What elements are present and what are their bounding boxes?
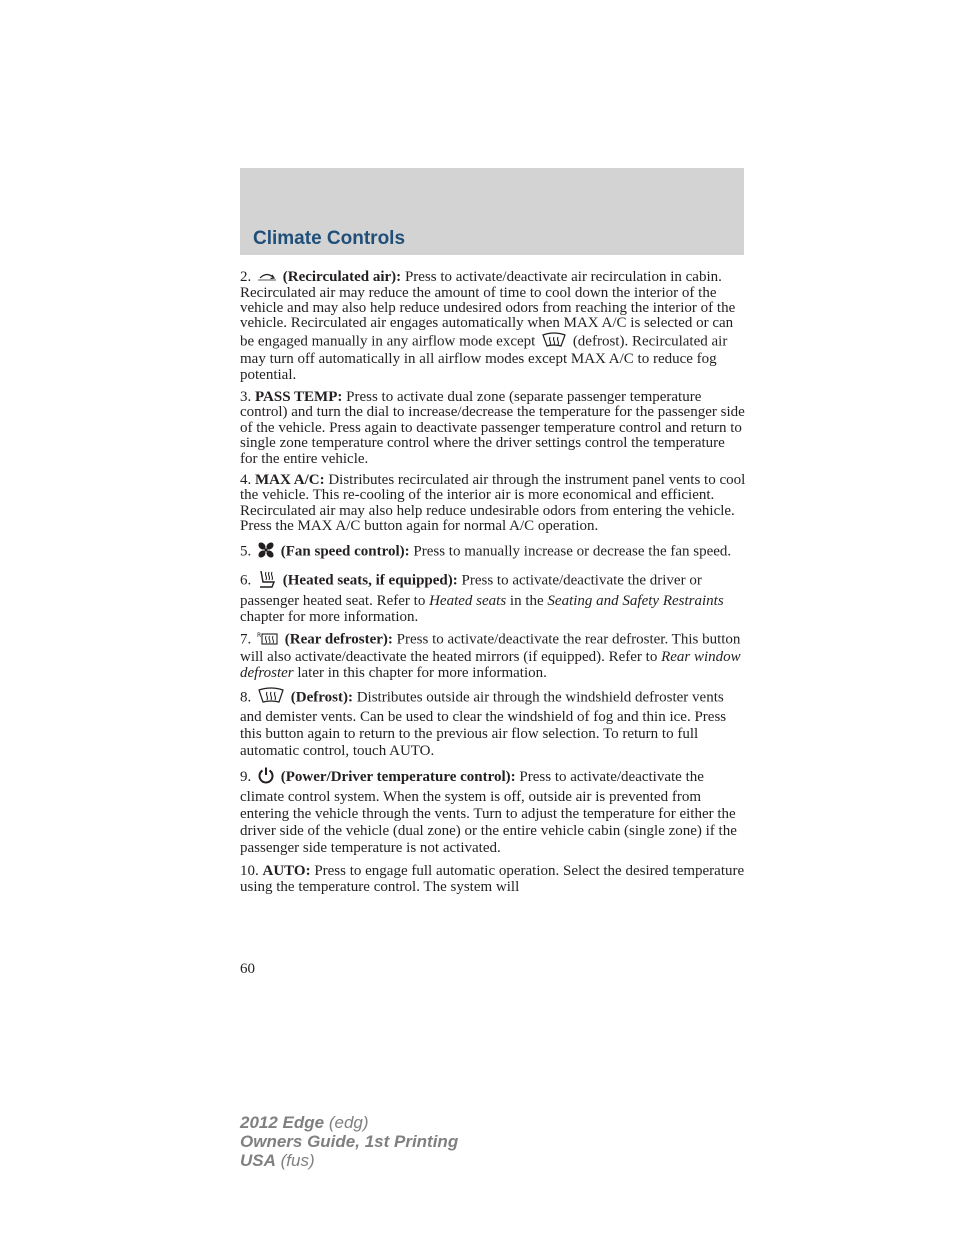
item-text: Press to activate/deactivate the driver or passenger heated seat. Refer to [240, 572, 702, 610]
item-reference: Seating and Safety Restraints [547, 593, 724, 610]
item-label: (Fan speed control): [280, 543, 410, 560]
item-text: (defrost). Recirculated air may turn off automatically in all airflow modes except MAX A/C to reduce fog potential. [240, 333, 728, 383]
item-reference: Heated seats [429, 593, 507, 610]
item-text: Press to activate/deactivate air recirculation in cabin. Recirculated air may reduce the amount of time to cool down the interior of the vehicle and may also help reduce undesired odors from reaching the interior of the vehicle. Recirculated air engages automatically when MAX A/C is selected or can be engaged manually in any airflow mode except [240, 269, 736, 350]
footer-line-2 [240, 1132, 458, 1151]
item-label: AUTO: [262, 863, 311, 880]
item-reference: Rear window defroster [240, 649, 741, 682]
item-text: later in this chapter for more information. [297, 665, 547, 682]
item-text: Press to activate/deactivate the climate control system. When the system is off, outside air is prevented from entering the vehicle through the vents. Turn to adjust the temperature for either the driver side of the vehicle (dual zone) or the entire vehicle cabin (single zone) if the passenger side temperature is not activated. [240, 769, 737, 857]
footer-line-3 [240, 1151, 458, 1170]
item-label: (Defrost): [290, 689, 353, 706]
item-text: Distributes outside air through the windshield defroster vents and demister vents. Can be used to clear the windshield of fog and thin ice. Press this button again to return to the previous air flow selection. To return to full automatic control, touch AUTO. [240, 689, 727, 760]
item-label: (Power/Driver temperature control): [280, 769, 516, 786]
footer-market: USA [240, 1151, 276, 1170]
footer-line-1 [240, 1113, 458, 1132]
item-auto [240, 863, 746, 895]
item-recirculated-air [240, 270, 746, 383]
item-text: Press to manually increase or decrease the fan speed. [413, 543, 732, 560]
item-number: 10. [240, 863, 259, 880]
item-text: Distributes recirculated air through the instrument panel vents to cool the vehicle. This re-cooling of the interior air is more economical and efficient. Recirculated air may also help reduce undesirable odors from entering the vehicle. Press the MAX A/C button again for normal A/C operation. [240, 472, 746, 535]
item-text: chapter for more information. [240, 609, 419, 626]
item-label: (Recirculated air): [282, 269, 402, 286]
heated-seat-icon [257, 569, 277, 593]
item-label: (Rear defroster): [284, 631, 393, 648]
item-label: (Heated seats, if equipped): [282, 572, 458, 589]
item-number: 3. [240, 388, 252, 405]
item-number: 2. [240, 269, 252, 286]
item-rear-defroster [240, 631, 746, 681]
footer-printing: Owners Guide, 1st Printing [240, 1132, 459, 1151]
item-pass-temp [240, 390, 746, 467]
recirculate-icon [257, 270, 277, 285]
item-number: 8. [240, 689, 252, 706]
fan-icon [257, 541, 275, 564]
footer [240, 1113, 458, 1170]
defrost-icon [257, 687, 285, 709]
item-text: Press to engage full automatic operation. Select the desired temperature using the temperature control. The system will [240, 863, 745, 896]
item-label: PASS TEMP: [255, 388, 343, 405]
footer-market-code: (fus) [280, 1151, 315, 1170]
item-label: MAX A/C: [255, 472, 325, 489]
rear-defrost-icon [257, 631, 279, 649]
power-icon [257, 766, 275, 789]
page-number: 60 [240, 961, 255, 977]
item-text: in the [509, 593, 544, 610]
item-fan-speed [240, 541, 746, 564]
footer-model: 2012 Edge [240, 1113, 325, 1132]
item-text: Press to activate dual zone (separate passenger temperature control) and turn the dial to increase/decrease the temperature for the passenger side of the vehicle. Press again to deactivate passenger temperature control and return to single zone temperature control where the driver settings control the temperature for the entire vehicle. [240, 388, 745, 467]
item-max-ac [240, 473, 746, 535]
item-heated-seats [240, 569, 746, 625]
svg-text:R: R [257, 632, 262, 640]
item-text: Press to activate/deactivate the rear defroster. This button will also activate/deactivate the heated mirrors (if equipped). Refer to [240, 631, 741, 666]
defrost-icon [541, 332, 567, 352]
content [240, 270, 746, 901]
footer-model-code: (edg) [328, 1113, 369, 1132]
item-number: 7. [240, 631, 252, 648]
item-power [240, 766, 746, 857]
item-number: 6. [240, 572, 252, 589]
section-title: Climate Controls [253, 228, 406, 249]
item-number: 4. [240, 472, 252, 489]
item-defrost [240, 687, 746, 760]
item-number: 9. [240, 769, 252, 786]
item-number: 5. [240, 543, 252, 560]
